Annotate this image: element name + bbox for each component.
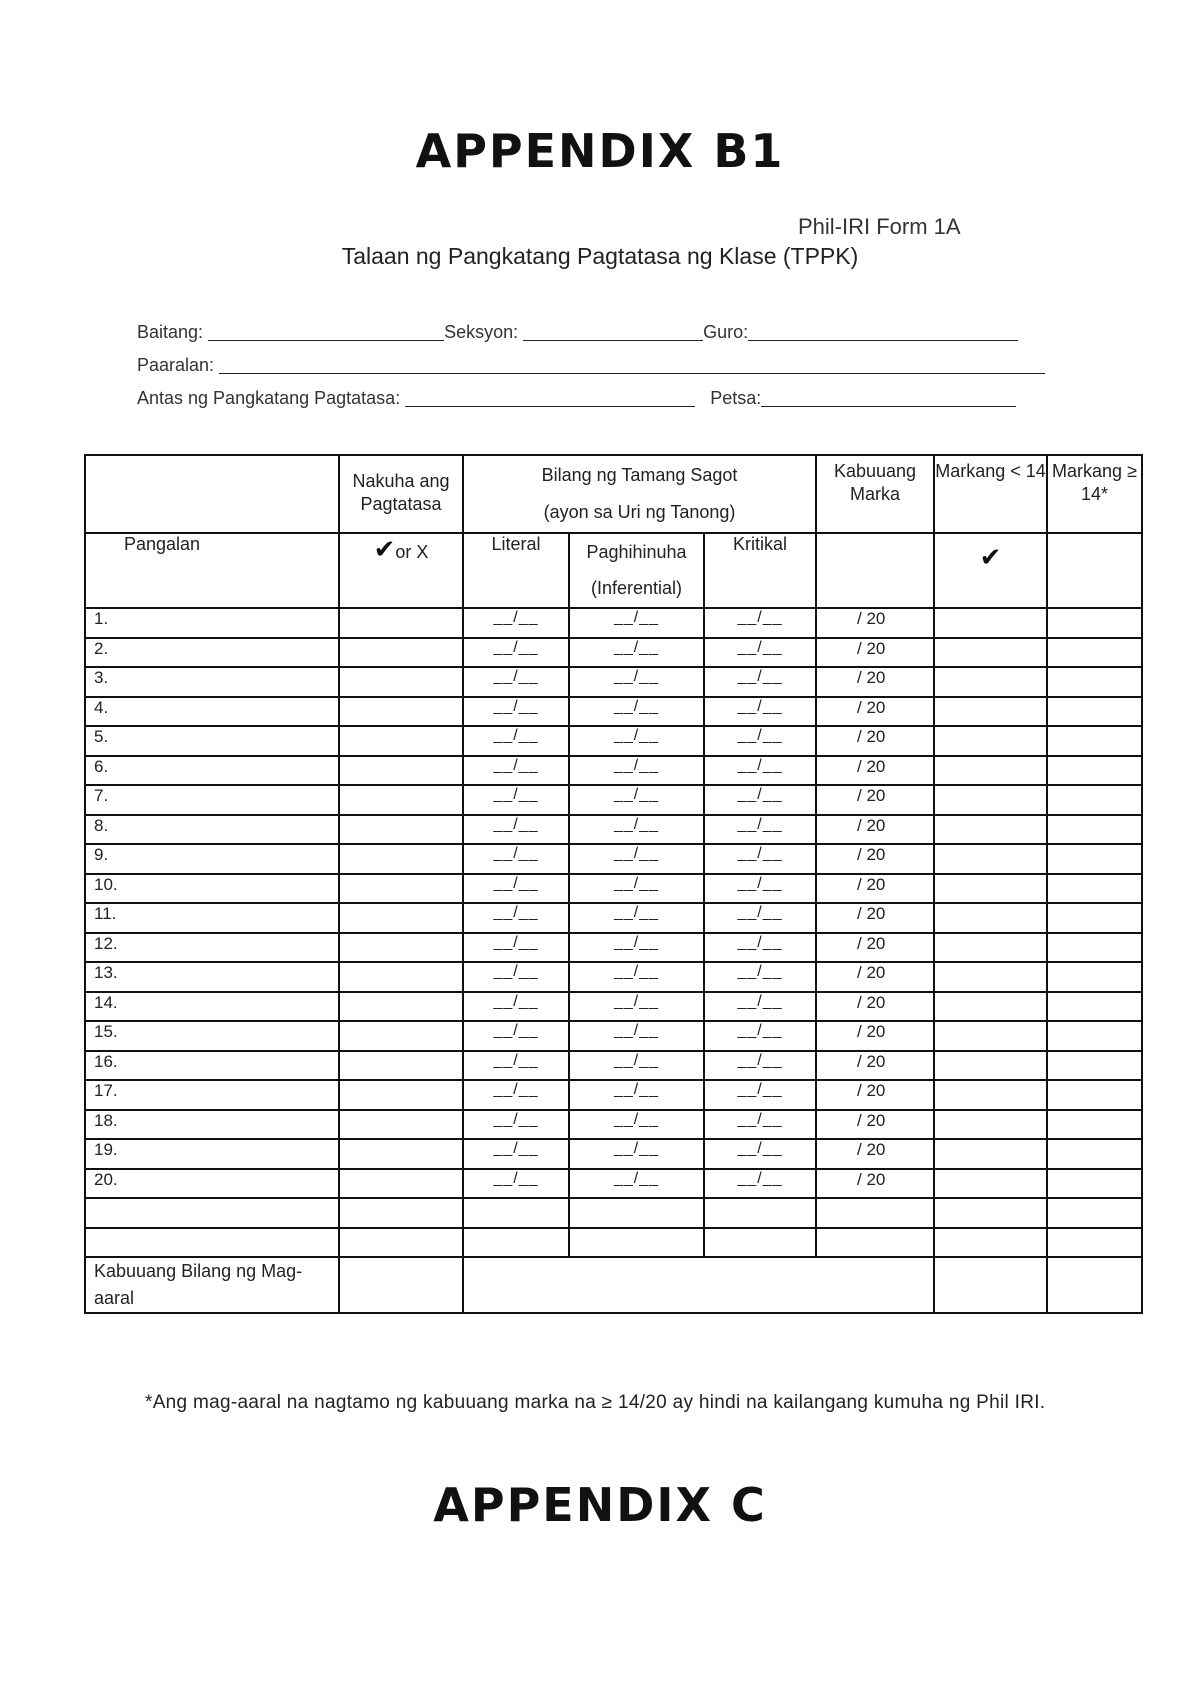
markang-high-cell[interactable] — [1047, 844, 1142, 874]
extra-blank-row — [85, 1198, 1142, 1228]
paghihinuha-fraction[interactable]: __/__ — [569, 1139, 704, 1169]
row-number: 16. — [85, 1051, 339, 1081]
baitang-label: Baitang: — [137, 322, 204, 342]
nakuha-cell[interactable] — [339, 844, 463, 874]
subheader-row — [85, 533, 1142, 608]
row-number: 6. — [85, 756, 339, 786]
table-row — [85, 1169, 1142, 1199]
literal-fraction[interactable]: __/__ — [463, 785, 569, 815]
literal-fraction[interactable]: __/__ — [463, 1169, 569, 1199]
paghihinuha-fraction[interactable]: __/__ — [569, 756, 704, 786]
markang-high-cell[interactable] — [1047, 1051, 1142, 1081]
header-bilang-sub: (ayon sa Uri ng Tanong) — [543, 502, 736, 522]
kritikal-fraction[interactable]: __/__ — [704, 1080, 816, 1110]
kritikal-fraction[interactable]: __/__ — [704, 756, 816, 786]
markang-high-cell[interactable] — [1047, 933, 1142, 963]
markang-high-cell[interactable] — [1047, 726, 1142, 756]
blank-cell[interactable] — [85, 1228, 339, 1258]
row-number: 9. — [85, 844, 339, 874]
markang-high-cell[interactable] — [1047, 815, 1142, 845]
table-row — [85, 638, 1142, 668]
row-number: 17. — [85, 1080, 339, 1110]
blank-cell[interactable] — [1047, 1198, 1142, 1228]
kabuuang-score[interactable]: / 20 — [816, 1021, 934, 1051]
kritikal-fraction[interactable]: __/__ — [704, 785, 816, 815]
table-row — [85, 874, 1142, 904]
kabuuang-score[interactable]: / 20 — [816, 844, 934, 874]
markang-high-cell[interactable] — [1047, 785, 1142, 815]
paghihinuha-fraction[interactable]: __/__ — [569, 1169, 704, 1199]
tppk-table — [84, 454, 1143, 1314]
kabuuang-score[interactable]: / 20 — [816, 667, 934, 697]
row-number: 2. — [85, 638, 339, 668]
student-rows — [85, 608, 1142, 1198]
total-label: Kabuuang Bilang ng Mag-aaral — [85, 1257, 339, 1313]
nakuha-cell[interactable] — [339, 1169, 463, 1199]
kabuuang-score[interactable]: / 20 — [816, 1139, 934, 1169]
header-fields-row-3 — [137, 388, 1016, 409]
literal-fraction[interactable]: __/__ — [463, 756, 569, 786]
markang-high-cell[interactable] — [1047, 1139, 1142, 1169]
markang-high-cell[interactable] — [1047, 962, 1142, 992]
total-markang-high-cell[interactable] — [1047, 1257, 1142, 1313]
table-row — [85, 1051, 1142, 1081]
table-row — [85, 903, 1142, 933]
kabuuang-score[interactable]: / 20 — [816, 1169, 934, 1199]
blank-cell[interactable] — [463, 1198, 569, 1228]
markang-low-cell[interactable] — [934, 1021, 1047, 1051]
paghihinuha-fraction[interactable]: __/__ — [569, 667, 704, 697]
markang-low-cell[interactable] — [934, 1080, 1047, 1110]
markang-low-cell[interactable] — [934, 1139, 1047, 1169]
subheader-markang-low — [934, 533, 1047, 608]
markang-low-cell[interactable] — [934, 785, 1047, 815]
kritikal-fraction[interactable]: __/__ — [704, 1021, 816, 1051]
literal-fraction[interactable]: __/__ — [463, 992, 569, 1022]
seksyon-input-line[interactable] — [523, 322, 703, 341]
markang-low-cell[interactable] — [934, 874, 1047, 904]
row-number: 4. — [85, 697, 339, 727]
kabuuang-score[interactable]: / 20 — [816, 608, 934, 638]
blank-cell[interactable] — [569, 1228, 704, 1258]
checkmark-icon: ✔ — [979, 542, 1002, 572]
nakuha-cell[interactable] — [339, 1080, 463, 1110]
kabuuang-score[interactable]: / 20 — [816, 697, 934, 727]
kritikal-fraction[interactable]: __/__ — [704, 992, 816, 1022]
literal-fraction[interactable]: __/__ — [463, 1080, 569, 1110]
subheader-markang-high-blank — [1047, 533, 1142, 608]
row-number: 11. — [85, 903, 339, 933]
antas-label: Antas ng Pangkatang Pagtatasa: — [137, 388, 401, 408]
paghihinuha-fraction[interactable]: __/__ — [569, 785, 704, 815]
nakuha-cell[interactable] — [339, 638, 463, 668]
table-row — [85, 1110, 1142, 1140]
nakuha-cell[interactable] — [339, 903, 463, 933]
kabuuang-score[interactable]: / 20 — [816, 933, 934, 963]
literal-fraction[interactable]: __/__ — [463, 1110, 569, 1140]
subheader-paghihinuha: Paghihinuha (Inferential) — [569, 533, 704, 608]
markang-low-cell[interactable] — [934, 815, 1047, 845]
kabuuang-score[interactable]: / 20 — [816, 785, 934, 815]
kritikal-fraction[interactable]: __/__ — [704, 1139, 816, 1169]
baitang-input-line[interactable] — [208, 322, 444, 341]
table-row — [85, 844, 1142, 874]
literal-fraction[interactable]: __/__ — [463, 874, 569, 904]
blank-cell[interactable] — [704, 1228, 816, 1258]
literal-fraction[interactable]: __/__ — [463, 1021, 569, 1051]
kritikal-fraction[interactable]: __/__ — [704, 638, 816, 668]
header-fields-row-1 — [137, 322, 1018, 343]
table-row — [85, 992, 1142, 1022]
header-nakuha: Nakuha ang Pagtatasa — [339, 455, 463, 533]
markang-low-cell[interactable] — [934, 608, 1047, 638]
literal-fraction[interactable]: __/__ — [463, 903, 569, 933]
markang-high-cell[interactable] — [1047, 1110, 1142, 1140]
paghihinuha-fraction[interactable]: __/__ — [569, 815, 704, 845]
petsa-label: Petsa: — [710, 388, 762, 408]
kabuuang-score[interactable]: / 20 — [816, 756, 934, 786]
appendix-c-title: APPENDIX C — [433, 1478, 767, 1532]
row-number: 14. — [85, 992, 339, 1022]
literal-fraction[interactable]: __/__ — [463, 726, 569, 756]
row-number: 15. — [85, 1021, 339, 1051]
kabuuang-score[interactable]: / 20 — [816, 815, 934, 845]
paghihinuha-fraction[interactable]: __/__ — [569, 962, 704, 992]
total-nakuha-cell[interactable] — [339, 1257, 463, 1313]
nakuha-cell[interactable] — [339, 992, 463, 1022]
markang-low-cell[interactable] — [934, 933, 1047, 963]
header-bilang: Bilang ng Tamang Sagot (ayon sa Uri ng Tanong) — [463, 455, 816, 533]
paghihinuha-fraction[interactable]: __/__ — [569, 1051, 704, 1081]
form-code: Phil-IRI Form 1A — [798, 214, 961, 239]
markang-high-cell[interactable] — [1047, 1169, 1142, 1199]
form-subtitle: Talaan ng Pangkatang Pagtatasa ng Klase (TPPK) — [341, 243, 859, 269]
nakuha-cell[interactable] — [339, 667, 463, 697]
blank-cell[interactable] — [934, 1228, 1047, 1258]
table-row — [85, 962, 1142, 992]
markang-high-cell[interactable] — [1047, 697, 1142, 727]
blank-cell[interactable] — [569, 1198, 704, 1228]
kritikal-fraction[interactable]: __/__ — [704, 844, 816, 874]
table-row — [85, 1080, 1142, 1110]
subheader-kabuuang-blank — [816, 533, 934, 608]
kabuuang-score[interactable]: / 20 — [816, 726, 934, 756]
nakuha-cell[interactable] — [339, 697, 463, 727]
markang-low-cell[interactable] — [934, 1051, 1047, 1081]
literal-fraction[interactable]: __/__ — [463, 962, 569, 992]
nakuha-cell[interactable] — [339, 1110, 463, 1140]
nakuha-cell[interactable] — [339, 726, 463, 756]
nakuha-cell[interactable] — [339, 1021, 463, 1051]
markang-low-cell[interactable] — [934, 903, 1047, 933]
kabuuang-score[interactable]: / 20 — [816, 1110, 934, 1140]
total-merged-cell — [463, 1257, 934, 1313]
markang-high-cell[interactable] — [1047, 667, 1142, 697]
nakuha-cell[interactable] — [339, 933, 463, 963]
paghihinuha-fraction[interactable]: __/__ — [569, 608, 704, 638]
nakuha-cell[interactable] — [339, 785, 463, 815]
table-row — [85, 667, 1142, 697]
nakuha-cell[interactable] — [339, 1139, 463, 1169]
markang-low-cell[interactable] — [934, 844, 1047, 874]
row-number: 3. — [85, 667, 339, 697]
kritikal-fraction[interactable]: __/__ — [704, 1051, 816, 1081]
row-number: 12. — [85, 933, 339, 963]
header-fields-row-2 — [137, 355, 1045, 376]
nakuha-cell[interactable] — [339, 756, 463, 786]
nakuha-cell[interactable] — [339, 608, 463, 638]
kritikal-fraction[interactable]: __/__ — [704, 667, 816, 697]
row-number: 5. — [85, 726, 339, 756]
markang-high-cell[interactable] — [1047, 638, 1142, 668]
table-row — [85, 785, 1142, 815]
paghihinuha-fraction[interactable]: __/__ — [569, 874, 704, 904]
kritikal-fraction[interactable]: __/__ — [704, 815, 816, 845]
literal-fraction[interactable]: __/__ — [463, 697, 569, 727]
kritikal-fraction[interactable]: __/__ — [704, 608, 816, 638]
markang-low-cell[interactable] — [934, 667, 1047, 697]
markang-high-cell[interactable] — [1047, 992, 1142, 1022]
markang-low-cell[interactable] — [934, 756, 1047, 786]
blank-cell[interactable] — [339, 1198, 463, 1228]
markang-high-cell[interactable] — [1047, 903, 1142, 933]
literal-fraction[interactable]: __/__ — [463, 1051, 569, 1081]
checkmark-icon: ✔ — [373, 534, 396, 564]
kabuuang-score[interactable]: / 20 — [816, 962, 934, 992]
markang-low-cell[interactable] — [934, 697, 1047, 727]
markang-high-cell[interactable] — [1047, 756, 1142, 786]
paghihinuha-fraction[interactable]: __/__ — [569, 1080, 704, 1110]
kritikal-fraction[interactable]: __/__ — [704, 874, 816, 904]
row-number: 10. — [85, 874, 339, 904]
literal-fraction[interactable]: __/__ — [463, 638, 569, 668]
kritikal-fraction[interactable]: __/__ — [704, 1169, 816, 1199]
markang-low-cell[interactable] — [934, 1169, 1047, 1199]
blank-cell[interactable] — [339, 1228, 463, 1258]
markang-low-cell[interactable] — [934, 992, 1047, 1022]
blank-cell[interactable] — [1047, 1228, 1142, 1258]
nakuha-cell[interactable] — [339, 815, 463, 845]
kabuuang-score[interactable]: / 20 — [816, 1080, 934, 1110]
kabuuang-score[interactable]: / 20 — [816, 1051, 934, 1081]
kabuuang-score[interactable]: / 20 — [816, 638, 934, 668]
kritikal-fraction[interactable]: __/__ — [704, 1110, 816, 1140]
header-kabuuang: Kabuuang Marka — [816, 455, 934, 533]
row-number: 8. — [85, 815, 339, 845]
kritikal-fraction[interactable]: __/__ — [704, 933, 816, 963]
literal-fraction[interactable]: __/__ — [463, 933, 569, 963]
paghihinuha-fraction[interactable]: __/__ — [569, 638, 704, 668]
paaralan-label: Paaralan: — [137, 355, 215, 375]
petsa-input-line[interactable] — [761, 388, 1016, 407]
markang-low-cell[interactable] — [934, 638, 1047, 668]
seksyon-label: Seksyon: — [444, 322, 519, 342]
table-row — [85, 726, 1142, 756]
subheader-check-or-x: ✔or X — [339, 533, 463, 608]
paghihinuha-fraction[interactable]: __/__ — [569, 903, 704, 933]
paaralan-input-line[interactable] — [219, 355, 1045, 374]
row-number: 1. — [85, 608, 339, 638]
subheader-literal: Literal — [463, 533, 569, 608]
table-row — [85, 756, 1142, 786]
total-row — [85, 1257, 1142, 1313]
kritikal-fraction[interactable]: __/__ — [704, 962, 816, 992]
markang-high-cell[interactable] — [1047, 874, 1142, 904]
appendix-b1-title: APPENDIX B1 — [415, 124, 785, 178]
guro-input-line[interactable] — [748, 322, 1018, 341]
markang-low-cell[interactable] — [934, 962, 1047, 992]
header-row — [85, 455, 1142, 533]
markang-high-cell[interactable] — [1047, 1021, 1142, 1051]
subheader-kritikal: Kritikal — [704, 533, 816, 608]
row-number: 13. — [85, 962, 339, 992]
paghihinuha-fraction[interactable]: __/__ — [569, 726, 704, 756]
table-row — [85, 608, 1142, 638]
blank-cell[interactable] — [85, 1198, 339, 1228]
paghihinuha-fraction[interactable]: __/__ — [569, 1021, 704, 1051]
table-row — [85, 933, 1142, 963]
kritikal-fraction[interactable]: __/__ — [704, 726, 816, 756]
markang-high-cell[interactable] — [1047, 608, 1142, 638]
table-row — [85, 697, 1142, 727]
blank-header-cell — [85, 455, 339, 533]
markang-high-cell[interactable] — [1047, 1080, 1142, 1110]
blank-cell[interactable] — [463, 1228, 569, 1258]
literal-fraction[interactable]: __/__ — [463, 1139, 569, 1169]
row-number: 20. — [85, 1169, 339, 1199]
table-row — [85, 1139, 1142, 1169]
header-markang-high: Markang ≥ 14* — [1047, 455, 1142, 533]
literal-fraction[interactable]: __/__ — [463, 667, 569, 697]
kabuuang-score[interactable]: / 20 — [816, 874, 934, 904]
blank-cell[interactable] — [934, 1198, 1047, 1228]
nakuha-cell[interactable] — [339, 874, 463, 904]
table-row — [85, 1021, 1142, 1051]
guro-label: Guro: — [703, 322, 749, 342]
paghihinuha-fraction[interactable]: __/__ — [569, 697, 704, 727]
nakuha-cell[interactable] — [339, 1051, 463, 1081]
literal-fraction[interactable]: __/__ — [463, 815, 569, 845]
antas-input-line[interactable] — [405, 388, 695, 407]
table-row — [85, 815, 1142, 845]
kritikal-fraction[interactable]: __/__ — [704, 697, 816, 727]
extra-blank-row — [85, 1228, 1142, 1258]
kritikal-fraction[interactable]: __/__ — [704, 903, 816, 933]
row-number: 7. — [85, 785, 339, 815]
blank-cell[interactable] — [816, 1228, 934, 1258]
nakuha-cell[interactable] — [339, 962, 463, 992]
total-markang-low-cell[interactable] — [934, 1257, 1047, 1313]
paghihinuha-fraction[interactable]: __/__ — [569, 844, 704, 874]
row-number: 18. — [85, 1110, 339, 1140]
literal-fraction[interactable]: __/__ — [463, 844, 569, 874]
blank-cell[interactable] — [816, 1198, 934, 1228]
markang-low-cell[interactable] — [934, 1110, 1047, 1140]
blank-cell[interactable] — [704, 1198, 816, 1228]
kabuuang-score[interactable]: / 20 — [816, 992, 934, 1022]
paghihinuha-fraction[interactable]: __/__ — [569, 992, 704, 1022]
subheader-pangalan: Pangalan — [85, 533, 339, 608]
row-number: 19. — [85, 1139, 339, 1169]
header-markang-low: Markang < 14 — [934, 455, 1047, 533]
markang-low-cell[interactable] — [934, 726, 1047, 756]
footnote: *Ang mag-aaral na nagtamo ng kabuuang marka na ≥ 14/20 ay hindi na kailangang kumuha ng Phil IRI. — [145, 1392, 1046, 1413]
paghihinuha-fraction[interactable]: __/__ — [569, 1110, 704, 1140]
kabuuang-score[interactable]: / 20 — [816, 903, 934, 933]
literal-fraction[interactable]: __/__ — [463, 608, 569, 638]
paghihinuha-fraction[interactable]: __/__ — [569, 933, 704, 963]
